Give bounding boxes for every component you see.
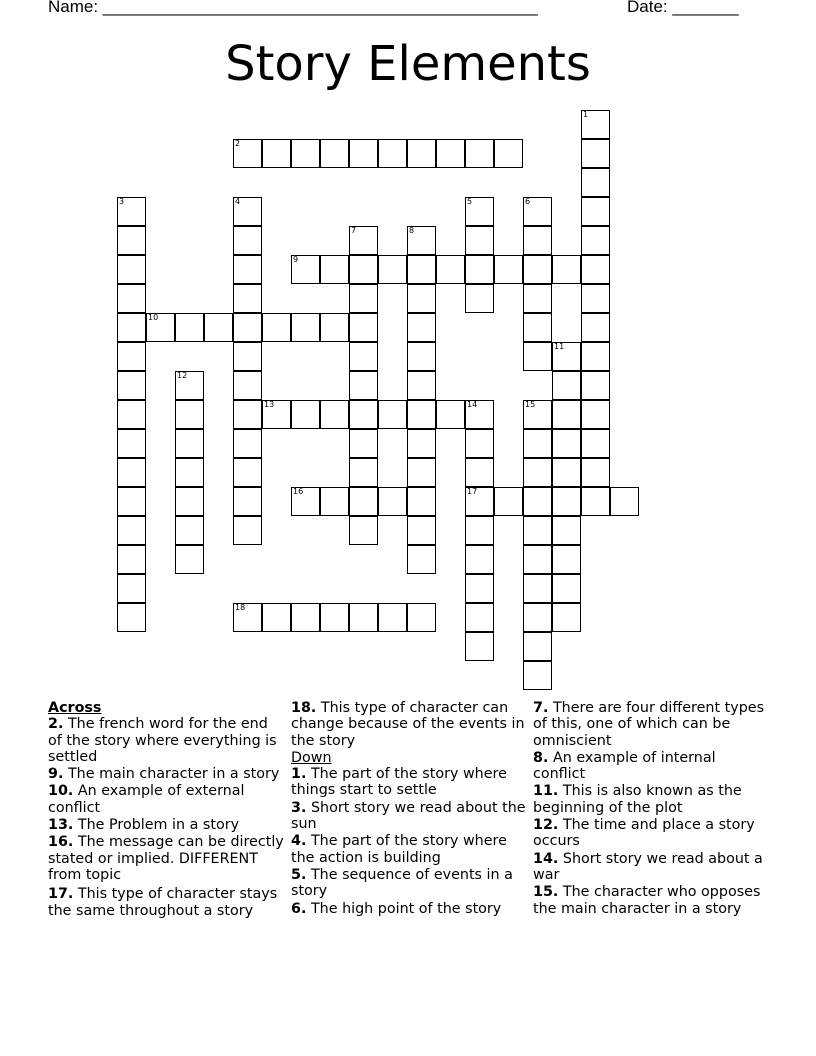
clue-down-11 [533, 783, 769, 816]
clue-number: 13. [48, 817, 74, 834]
grid-cell[interactable] [436, 255, 465, 284]
grid-cell[interactable] [523, 545, 552, 574]
grid-cell[interactable] [117, 487, 146, 516]
grid-cell[interactable] [175, 313, 204, 342]
grid-cell[interactable] [233, 429, 262, 458]
grid-cell[interactable] [349, 429, 378, 458]
grid-cell[interactable] [117, 342, 146, 371]
grid-cell[interactable] [378, 603, 407, 632]
clue-down-6 [291, 901, 527, 917]
clue-down-3 [291, 800, 527, 833]
grid-cell[interactable] [523, 632, 552, 661]
clue-across-9 [48, 766, 284, 782]
grid-cell[interactable] [349, 342, 378, 371]
grid-cell[interactable] [117, 458, 146, 487]
grid-cell[interactable] [581, 168, 610, 197]
clue-text: The part of the story where the action is building [291, 833, 507, 866]
clue-number: 8. [533, 749, 549, 766]
grid-cell[interactable] [407, 545, 436, 574]
grid-cell[interactable] [233, 197, 262, 226]
grid-cell[interactable] [581, 371, 610, 400]
grid-cell[interactable] [552, 429, 581, 458]
grid-cell[interactable] [320, 255, 349, 284]
grid-cell[interactable] [233, 371, 262, 400]
grid-cell[interactable] [349, 400, 378, 429]
cell-number: 15 [525, 400, 536, 409]
grid-cell[interactable] [175, 545, 204, 574]
grid-cell[interactable] [349, 284, 378, 313]
grid-cell[interactable] [117, 255, 146, 284]
grid-cell[interactable] [320, 139, 349, 168]
grid-cell[interactable] [378, 400, 407, 429]
grid-cell[interactable] [291, 487, 320, 516]
cell-number: 6 [525, 197, 531, 206]
clue-number: 10. [48, 783, 74, 800]
grid-cell[interactable] [291, 603, 320, 632]
clue-down-8 [533, 750, 769, 783]
grid-cell[interactable] [349, 255, 378, 284]
grid-cell[interactable] [552, 371, 581, 400]
cell-number: 18 [235, 603, 246, 612]
grid-cell[interactable] [552, 400, 581, 429]
grid-cell[interactable] [523, 487, 552, 516]
clue-number: 2. [48, 716, 64, 733]
grid-cell[interactable] [320, 313, 349, 342]
cell-number: 7 [351, 226, 357, 235]
grid-cell[interactable] [291, 313, 320, 342]
grid-cell[interactable] [407, 139, 436, 168]
clue-number: 18. [291, 700, 317, 716]
grid-cell[interactable] [262, 400, 291, 429]
grid-cell[interactable] [117, 516, 146, 545]
across-heading: Across [48, 700, 102, 716]
clue-number: 6. [291, 900, 307, 917]
grid-cell[interactable] [581, 110, 610, 139]
cell-number: 11 [554, 342, 565, 351]
grid-cell[interactable] [465, 458, 494, 487]
clues-column-3 [533, 700, 769, 918]
clue-number: 1. [291, 766, 307, 783]
grid-cell[interactable] [320, 603, 349, 632]
clue-text: The character who opposes the main character in a story [533, 884, 761, 917]
grid-cell[interactable] [523, 516, 552, 545]
cell-number: 10 [148, 313, 159, 322]
grid-cell[interactable] [175, 371, 204, 400]
grid-cell[interactable] [117, 545, 146, 574]
grid-cell[interactable] [581, 313, 610, 342]
grid-cell[interactable] [465, 284, 494, 313]
cell-number: 8 [409, 226, 415, 235]
grid-cell[interactable] [349, 458, 378, 487]
clue-number: 7. [533, 700, 549, 716]
cell-number: 16 [293, 487, 304, 496]
grid-cell[interactable] [465, 429, 494, 458]
grid-cell[interactable] [291, 139, 320, 168]
grid-cell[interactable] [465, 226, 494, 255]
cell-number: 13 [264, 400, 275, 409]
grid-cell[interactable] [581, 284, 610, 313]
clue-text: This type of character stays the same throughout a story [48, 886, 278, 919]
grid-cell[interactable] [581, 197, 610, 226]
grid-cell[interactable] [552, 487, 581, 516]
grid-cell[interactable] [523, 574, 552, 603]
grid-cell[interactable] [117, 429, 146, 458]
grid-cell[interactable] [407, 400, 436, 429]
grid-cell[interactable] [146, 313, 175, 342]
cell-number: 17 [467, 487, 478, 496]
grid-cell[interactable] [349, 603, 378, 632]
grid-cell[interactable] [349, 139, 378, 168]
clue-number: 5. [291, 866, 307, 883]
grid-cell[interactable] [117, 400, 146, 429]
grid-cell[interactable] [262, 139, 291, 168]
grid-cell[interactable] [581, 226, 610, 255]
clue-text: The french word for the end of the story where everything is settled [48, 716, 277, 765]
grid-cell[interactable] [523, 226, 552, 255]
page-title: Story Elements [225, 36, 591, 92]
grid-cell[interactable] [465, 197, 494, 226]
clue-across-10 [48, 783, 284, 816]
grid-cell[interactable] [175, 516, 204, 545]
grid-cell[interactable] [552, 603, 581, 632]
grid-cell[interactable] [523, 342, 552, 371]
grid-cell[interactable] [117, 313, 146, 342]
cell-number: 9 [293, 255, 299, 264]
clue-text: The sequence of events in a story [291, 866, 513, 900]
clue-text: This type of character can change because of the events in the story [291, 700, 525, 749]
grid-cell[interactable] [378, 139, 407, 168]
grid-cell[interactable] [233, 342, 262, 371]
clue-number: 14. [533, 850, 559, 867]
grid-cell[interactable] [349, 371, 378, 400]
grid-cell[interactable] [523, 458, 552, 487]
grid-cell[interactable] [436, 400, 465, 429]
grid-cell[interactable] [407, 458, 436, 487]
grid-cell[interactable] [262, 603, 291, 632]
grid-cell[interactable] [204, 313, 233, 342]
grid-cell[interactable] [349, 226, 378, 255]
clue-across-17 [48, 886, 284, 919]
grid-cell[interactable] [117, 197, 146, 226]
grid-cell[interactable] [320, 400, 349, 429]
grid-cell[interactable] [320, 487, 349, 516]
grid-cell[interactable] [552, 516, 581, 545]
grid-cell[interactable] [494, 255, 523, 284]
grid-cell[interactable] [407, 313, 436, 342]
clue-number: 9. [48, 766, 64, 783]
clue-number: 12. [533, 817, 559, 834]
grid-cell[interactable] [523, 313, 552, 342]
grid-cell[interactable] [581, 342, 610, 371]
clue-across-2 [48, 716, 284, 765]
grid-cell[interactable] [581, 429, 610, 458]
grid-cell[interactable] [465, 574, 494, 603]
clues-column-2 [291, 700, 527, 918]
grid-cell[interactable] [262, 313, 291, 342]
grid-cell[interactable] [610, 487, 639, 516]
clue-text: An example of external conflict [48, 783, 245, 816]
clue-number: 4. [291, 833, 307, 850]
grid-cell[interactable] [175, 429, 204, 458]
clue-number: 3. [291, 799, 307, 816]
grid-cell[interactable] [581, 458, 610, 487]
clue-across-16 [48, 834, 284, 883]
grid-cell[interactable] [117, 574, 146, 603]
grid-cell[interactable] [233, 284, 262, 313]
grid-cell[interactable] [552, 342, 581, 371]
clue-down-4 [291, 833, 527, 866]
clue-text: The message can be directly stated or implied. DIFFERENT from topic [48, 834, 284, 883]
date-field[interactable]: Date: _______ [627, 0, 739, 16]
cell-number: 4 [235, 197, 241, 206]
clue-text: The high point of the story [310, 900, 502, 917]
cell-number: 2 [235, 139, 241, 148]
grid-cell[interactable] [465, 603, 494, 632]
clue-text: This is also known as the beginning of the plot [533, 783, 742, 816]
grid-cell[interactable] [291, 255, 320, 284]
grid-cell[interactable] [581, 400, 610, 429]
grid-cell[interactable] [523, 197, 552, 226]
cell-number: 12 [177, 371, 188, 380]
grid-cell[interactable] [494, 139, 523, 168]
grid-cell[interactable] [407, 284, 436, 313]
clue-number: 17. [48, 886, 74, 903]
grid-cell[interactable] [581, 139, 610, 168]
clue-down-15 [533, 884, 769, 917]
clue-text: The part of the story where things start to settle [291, 766, 507, 799]
grid-cell[interactable] [117, 371, 146, 400]
grid-cell[interactable] [233, 400, 262, 429]
grid-cell[interactable] [523, 429, 552, 458]
grid-cell[interactable] [436, 139, 465, 168]
clue-text: The main character in a story [67, 766, 280, 783]
grid-cell[interactable] [349, 487, 378, 516]
grid-cell[interactable] [117, 226, 146, 255]
clue-text: There are four different types of this, one of which can be omniscient [533, 700, 765, 749]
clue-number: 16. [48, 834, 74, 851]
grid-cell[interactable] [233, 603, 262, 632]
grid-cell[interactable] [552, 545, 581, 574]
clue-down-1 [291, 766, 527, 799]
grid-cell[interactable] [465, 516, 494, 545]
grid-cell[interactable] [349, 516, 378, 545]
name-field[interactable]: Name: ______________________________________________ [48, 0, 538, 16]
grid-cell[interactable] [465, 632, 494, 661]
grid-cell[interactable] [233, 139, 262, 168]
grid-cell[interactable] [407, 371, 436, 400]
grid-cell[interactable] [407, 429, 436, 458]
grid-cell[interactable] [407, 255, 436, 284]
clue-text: The Problem in a story [77, 817, 240, 834]
grid-cell[interactable] [465, 139, 494, 168]
grid-cell[interactable] [552, 458, 581, 487]
grid-cell[interactable] [117, 284, 146, 313]
clue-down-14 [533, 851, 769, 884]
grid-cell[interactable] [552, 255, 581, 284]
cell-number: 1 [583, 110, 589, 119]
grid-cell[interactable] [581, 255, 610, 284]
grid-cell[interactable] [233, 313, 262, 342]
grid-cell[interactable] [407, 516, 436, 545]
grid-cell[interactable] [465, 400, 494, 429]
grid-cell[interactable] [233, 458, 262, 487]
grid-cell[interactable] [349, 313, 378, 342]
grid-cell[interactable] [233, 226, 262, 255]
grid-cell[interactable] [465, 545, 494, 574]
clue-text: An example of internal conflict [533, 749, 716, 783]
grid-cell[interactable] [175, 458, 204, 487]
clue-down-5 [291, 867, 527, 900]
cell-number: 14 [467, 400, 478, 409]
grid-cell[interactable] [523, 661, 552, 690]
grid-cell[interactable] [552, 574, 581, 603]
grid-cell[interactable] [581, 487, 610, 516]
grid-cell[interactable] [523, 284, 552, 313]
grid-cell[interactable] [378, 487, 407, 516]
grid-cell[interactable] [407, 603, 436, 632]
grid-cell[interactable] [407, 226, 436, 255]
grid-cell[interactable] [523, 400, 552, 429]
grid-cell[interactable] [291, 400, 320, 429]
clue-text: The time and place a story occurs [533, 817, 755, 850]
grid-cell[interactable] [233, 487, 262, 516]
grid-cell[interactable] [233, 516, 262, 545]
clues-column-1 [48, 700, 284, 920]
grid-cell[interactable] [407, 342, 436, 371]
clue-down-12 [533, 817, 769, 850]
grid-cell[interactable] [465, 255, 494, 284]
cell-number: 5 [467, 197, 473, 206]
clue-down-7 [533, 700, 769, 749]
grid-cell[interactable] [523, 603, 552, 632]
grid-cell[interactable] [523, 255, 552, 284]
clue-text: Short story we read about the sun [291, 799, 526, 833]
down-heading: Down [291, 749, 332, 766]
clue-across-13 [48, 817, 284, 833]
grid-cell[interactable] [378, 255, 407, 284]
grid-cell[interactable] [175, 487, 204, 516]
clue-across-18 [291, 700, 527, 749]
grid-cell[interactable] [465, 487, 494, 516]
grid-cell[interactable] [233, 255, 262, 284]
grid-cell[interactable] [494, 487, 523, 516]
clue-number: 15. [533, 884, 559, 901]
clue-text: Short story we read about a war [533, 850, 763, 883]
grid-cell[interactable] [407, 487, 436, 516]
cell-number: 3 [119, 197, 125, 206]
grid-cell[interactable] [117, 603, 146, 632]
clue-number: 11. [533, 783, 559, 800]
grid-cell[interactable] [175, 400, 204, 429]
